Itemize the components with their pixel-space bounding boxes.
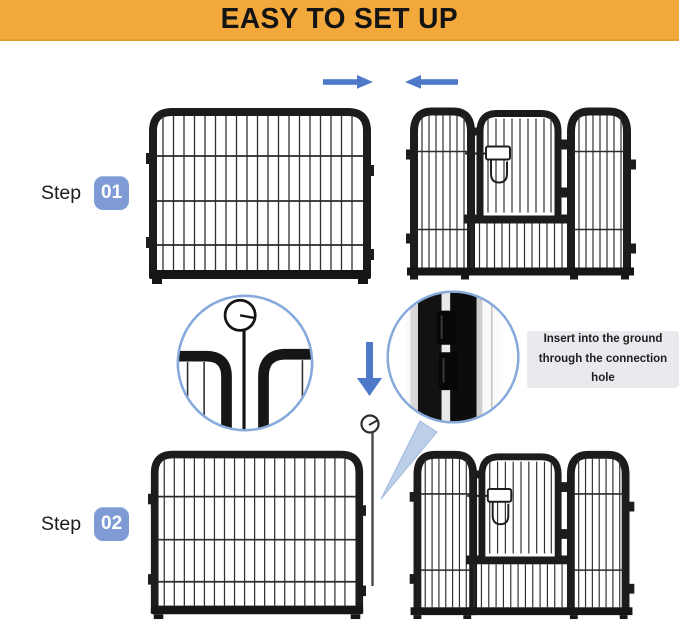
annotation-line-2: through the connection hole [538,352,668,385]
step-1-number-badge: 01 [94,176,129,210]
annotation-line-1: Insert into the ground [543,333,663,346]
ground-stake-illustration [352,410,392,595]
step1-fence-panel-illustration [146,103,374,285]
step-2-word: Step [41,512,82,535]
step-2-number-badge: 02 [94,507,129,541]
arrow-left-icon [405,75,458,89]
arrow-right-icon [323,75,373,89]
step-2-label [41,507,129,541]
step1-fence-group-illustration [406,103,636,281]
arrow-down-icon [355,342,385,398]
step-1-word: Step [41,181,82,204]
step2-fence-panel-illustration [148,446,366,620]
step2-fence-group-illustration [407,447,637,620]
converge-arrows [318,72,466,92]
connection-hole-zoom-callout [382,286,524,428]
banner [0,0,679,41]
banner-title: EASY TO SET UP [220,3,459,35]
step-1-label [41,176,129,210]
annotation-box [527,331,679,388]
stake-corner-zoom-callout [172,290,318,436]
